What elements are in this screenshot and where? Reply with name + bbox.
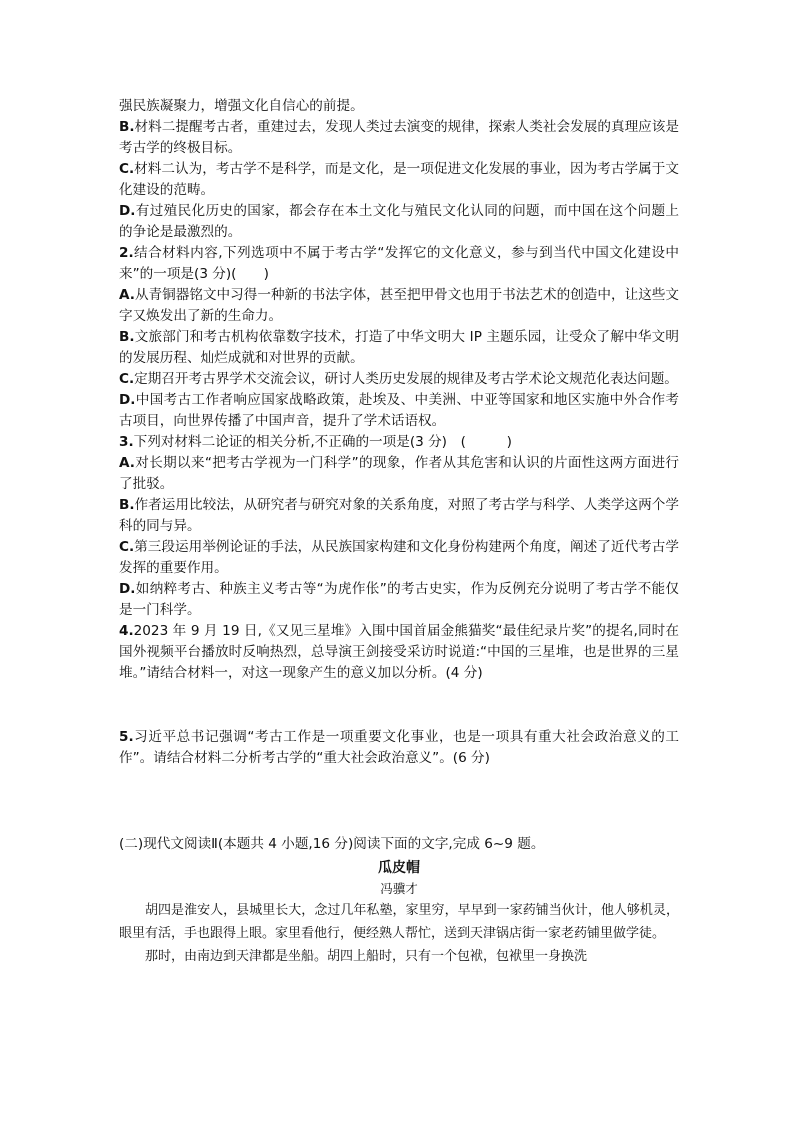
answer-space-q5	[119, 769, 679, 833]
item-label: D.	[119, 581, 136, 597]
item-text: 有过殖民化历史的国家，都会存在本土文化与殖民文化认同的问题，而中国在这个问题上的争论是最激烈的。	[119, 203, 679, 240]
question-5	[119, 727, 679, 769]
question-list	[119, 96, 679, 684]
question-line-2A	[119, 285, 679, 327]
item-label: B.	[119, 329, 135, 345]
item-label: A.	[119, 287, 135, 303]
answer-space-q4	[119, 684, 679, 727]
question-line-2C	[119, 369, 679, 390]
item-label: C.	[119, 161, 135, 177]
question-line-3A	[119, 453, 679, 495]
question-line-1C	[119, 159, 679, 201]
item-text: 下列对材料二论证的相关分析,不正确的一项是(3 分) ( )	[133, 434, 512, 450]
item-text: 文旅部门和考古机构依靠数字技术，打造了中华文明大 IP 主题乐园，让受众了解中华文明的发展历程、灿烂成就和对世界的贡献。	[119, 329, 679, 366]
text-line	[119, 96, 679, 117]
item-text: 定期召开考古界学术交流会议，研讨人类历史发展的规律及考古学术论文规范化表达问题。	[134, 371, 678, 387]
item-label: 3.	[119, 434, 134, 450]
item-text: 如纳粹考古、种族主义考古等“为虎作伥”的考古史实，作为反例充分说明了考古学不能仅是一门科学。	[119, 581, 679, 618]
item-text: 第三段运用举例论证的手法，从民族国家构建和文化身份构建两个角度，阐述了近代考古学发挥的重要作用。	[119, 539, 679, 576]
question-line-1D	[119, 201, 679, 243]
item-text: 2023 年 9 月 19 日,《又见三星堆》入围中国首届金熊猫奖“最佳纪录片奖”的提名,同时在国外视频平台播放时反响热烈，总导演王剑接受采访时说道:“中国的三星堆，也是世界的三星堆。”请结合材料一，对这一现象产生的意义加以分析。(4 分)	[119, 623, 679, 681]
story-title: 瓜皮帽	[378, 860, 420, 876]
item-label: B.	[119, 497, 135, 513]
story-paragraph: 那时，由南边到天津都是坐船。胡四上船时，只有一个包袱，包袱里一身换洗	[145, 949, 588, 964]
item-label: C.	[119, 539, 135, 555]
question-line-3B	[119, 495, 679, 537]
question-line-2D	[119, 390, 679, 432]
item-label: D.	[119, 203, 136, 219]
question-line-2B	[119, 327, 679, 369]
item-label: B.	[119, 119, 135, 135]
question-line-3D	[119, 579, 679, 621]
story-paragraph: 胡四是淮安人，县城里长大，念过几年私塾，家里穷，早早到一家药铺当伙计，他人够机灵，眼里有活，手也跟得上眼。家里看他行，便经熟人帮忙，送到天津锅店街一家老药铺里做学徒。	[119, 903, 679, 941]
question-line-q3	[119, 432, 679, 453]
item-text: 强民族凝聚力，增强文化自信心的前提。	[119, 98, 364, 114]
item-text: 结合材料内容,下列选项中不属于考古学“发挥它的文化意义，参与到当代中国文化建设中来”的一项是(3 分)( )	[119, 245, 679, 282]
item-text: 材料二认为，考古学不是科学，而是文化，是一项促进文化发展的事业，因为考古学属于文化建设的范畴。	[119, 161, 679, 198]
question-line-3C	[119, 537, 679, 579]
content-column	[119, 96, 679, 968]
story-author: 冯骥才	[380, 881, 418, 896]
item-label: D.	[119, 392, 136, 408]
item-label: 2.	[119, 245, 134, 261]
section-heading: (二)现代文阅读Ⅱ(本题共 4 小题,16 分)阅读下面的文字,完成 6~9 题。	[119, 836, 545, 852]
item-label: A.	[119, 455, 135, 471]
question-line-q4	[119, 621, 679, 684]
item-text: 中国考古工作者响应国家战略政策，赴埃及、中美洲、中亚等国家和地区实施中外合作考古项目，向世界传播了中国声音，提升了学术话语权。	[119, 392, 679, 429]
question-5-text: 习近平总书记强调“考古工作是一项重要文化事业，也是一项具有重大社会政治意义的工作”。请结合材料二分析考古学的“重大社会政治意义”。(6 分)	[119, 729, 679, 766]
item-text: 从青铜器铭文中习得一种新的书法字体，甚至把甲骨文也用于书法艺术的创造中，让这些文字又焕发出了新的生命力。	[119, 287, 679, 324]
item-text: 作者运用比较法，从研究者与研究对象的关系角度，对照了考古学与科学、人类学这两个学科的同与异。	[119, 497, 679, 534]
item-text: 对长期以来“把考古学视为一门科学”的现象，作者从其危害和认识的片面性这两方面进行了批驳。	[119, 455, 679, 492]
question-5-number: 5.	[119, 729, 134, 745]
question-line-q2	[119, 243, 679, 285]
question-line-1B	[119, 117, 679, 159]
item-label: 4.	[119, 623, 134, 639]
item-text: 材料二提醒考古者，重建过去，发现人类过去演变的规律，探索人类社会发展的真理应该是考古学的终极目标。	[119, 119, 679, 156]
item-label: C.	[119, 371, 135, 387]
